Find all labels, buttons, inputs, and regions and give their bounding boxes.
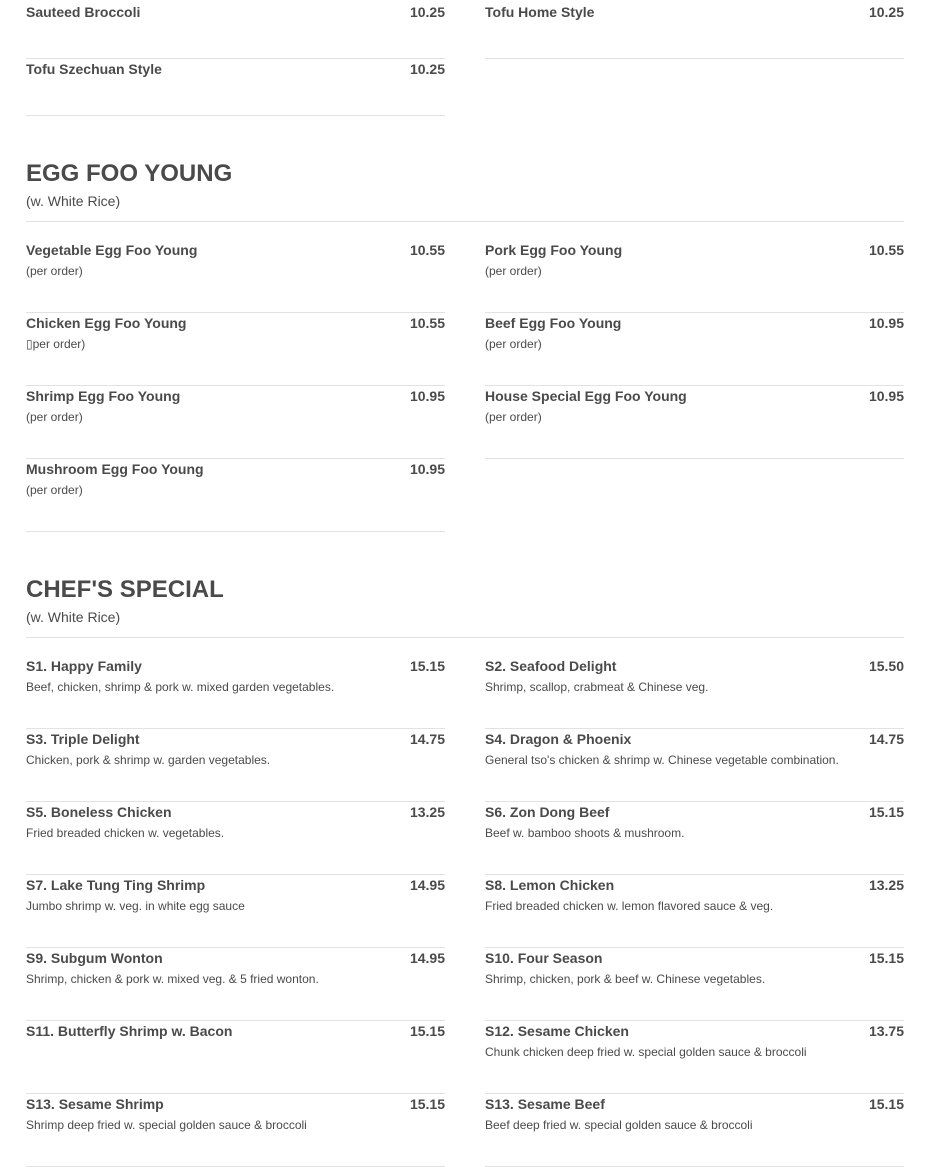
item-name: S13. Sesame Beef (485, 1096, 605, 1112)
menu-item[interactable] (485, 386, 904, 459)
section-subtitle: (w. White Rice) (26, 609, 121, 625)
item-price: 10.95 (868, 315, 904, 331)
item-description: Fried breaded chicken w. vegetables. (26, 826, 225, 840)
item-price: 14.95 (409, 950, 445, 966)
item-name: S13. Sesame Shrimp (26, 1096, 164, 1112)
item-description: Fried breaded chicken w. lemon flavored sauce & veg. (485, 899, 774, 913)
item-description: Beef, chicken, shrimp & pork w. mixed garden vegetables. (26, 680, 335, 694)
menu-item[interactable] (485, 656, 904, 729)
item-description: Chicken, pork & shrimp w. garden vegetables. (26, 753, 271, 767)
item-name: S12. Sesame Chicken (485, 1023, 629, 1039)
item-price: 10.25 (409, 61, 445, 77)
item-name: S9. Subgum Wonton (26, 950, 163, 966)
item-description: (per order) (485, 410, 542, 424)
item-description: General tso's chicken & shrimp w. Chinese vegetable combination. (485, 753, 839, 767)
item-price: 15.50 (868, 658, 904, 674)
item-name: Tofu Szechuan Style (26, 61, 162, 77)
menu-item[interactable] (485, 875, 904, 948)
item-description: (per order) (485, 264, 542, 278)
item-price: 14.75 (409, 731, 445, 747)
item-description: ▯per order) (26, 337, 86, 351)
item-description: (per order) (26, 264, 83, 278)
item-price: 10.95 (409, 461, 445, 477)
menu-item[interactable] (26, 2, 445, 59)
menu-item[interactable] (485, 1021, 904, 1094)
menu-item[interactable] (26, 386, 445, 459)
item-description: (per order) (26, 410, 83, 424)
item-description: Shrimp deep fried w. special golden sauce & broccoli (26, 1118, 307, 1132)
section-subtitle: (w. White Rice) (26, 193, 121, 209)
item-name: S3. Triple Delight (26, 731, 140, 747)
menu-item[interactable] (485, 948, 904, 1021)
item-price: 10.95 (868, 388, 904, 404)
egg-foo-young-grid (26, 240, 904, 532)
item-description: Jumbo shrimp w. veg. in white egg sauce (26, 899, 245, 913)
item-name: S1. Happy Family (26, 658, 142, 674)
item-name: Pork Egg Foo Young (485, 242, 623, 258)
item-name: S7. Lake Tung Ting Shrimp (26, 877, 206, 893)
item-price: 10.95 (409, 388, 445, 404)
item-name: Shrimp Egg Foo Young (26, 388, 181, 404)
chefs-special-grid (26, 656, 904, 1167)
item-price: 14.75 (868, 731, 904, 747)
item-description: Beef w. bamboo shoots & mushroom. (485, 826, 685, 840)
menu-item[interactable] (26, 948, 445, 1021)
item-price: 14.95 (409, 877, 445, 893)
item-name: S8. Lemon Chicken (485, 877, 615, 893)
item-price: 10.55 (409, 242, 445, 258)
item-name: S10. Four Season (485, 950, 603, 966)
menu-item[interactable] (485, 729, 904, 802)
menu-item[interactable] (26, 313, 445, 386)
menu-item[interactable] (26, 729, 445, 802)
menu-item[interactable] (26, 802, 445, 875)
menu-item[interactable] (485, 313, 904, 386)
item-price: 13.25 (409, 804, 445, 820)
item-description: Shrimp, chicken, pork & beef w. Chinese vegetables. (485, 972, 766, 986)
item-price: 13.25 (868, 877, 904, 893)
item-price: 10.25 (868, 4, 904, 20)
item-price: 10.55 (409, 315, 445, 331)
item-price: 15.15 (868, 804, 904, 820)
item-price: 15.15 (409, 1096, 445, 1112)
menu-item[interactable] (26, 240, 445, 313)
item-description: (per order) (26, 483, 83, 497)
item-name: Chicken Egg Foo Young (26, 315, 187, 331)
menu-item[interactable] (485, 802, 904, 875)
item-price: 15.15 (409, 1023, 445, 1039)
item-name: S6. Zon Dong Beef (485, 804, 610, 820)
item-name: Sauteed Broccoli (26, 4, 141, 20)
menu-item[interactable] (26, 459, 445, 532)
item-price: 10.25 (409, 4, 445, 20)
menu-item[interactable] (485, 2, 904, 59)
section-divider (26, 221, 904, 222)
menu-item[interactable] (485, 1094, 904, 1167)
item-name: House Special Egg Foo Young (485, 388, 687, 404)
menu-item[interactable] (26, 656, 445, 729)
item-description: Shrimp, scallop, crabmeat & Chinese veg. (485, 680, 709, 694)
item-description: (per order) (485, 337, 542, 351)
menu-item[interactable] (26, 1021, 445, 1094)
item-name: Vegetable Egg Foo Young (26, 242, 198, 258)
menu-item[interactable] (26, 1094, 445, 1167)
section-title-chefs-special: CHEF'S SPECIAL (26, 576, 224, 603)
menu-item[interactable] (485, 240, 904, 313)
item-name: S11. Butterfly Shrimp w. Bacon (26, 1023, 233, 1039)
item-price: 15.15 (409, 658, 445, 674)
item-name: Beef Egg Foo Young (485, 315, 622, 331)
item-description: Chunk chicken deep fried w. special golden sauce & broccoli (485, 1045, 807, 1059)
menu-item[interactable] (26, 59, 445, 116)
top-items-grid (26, 2, 904, 116)
item-price: 15.15 (868, 1096, 904, 1112)
item-price: 10.55 (868, 242, 904, 258)
item-description: Shrimp, chicken & pork w. mixed veg. & 5 fried wonton. (26, 972, 319, 986)
section-divider (26, 637, 904, 638)
item-name: S2. Seafood Delight (485, 658, 617, 674)
section-title-egg-foo-young: EGG FOO YOUNG (26, 160, 233, 187)
item-price: 13.75 (868, 1023, 904, 1039)
item-description: Beef deep fried w. special golden sauce & broccoli (485, 1118, 753, 1132)
menu-item[interactable] (26, 875, 445, 948)
item-price: 15.15 (868, 950, 904, 966)
item-name: Tofu Home Style (485, 4, 595, 20)
item-name: S5. Boneless Chicken (26, 804, 172, 820)
item-name: Mushroom Egg Foo Young (26, 461, 204, 477)
item-name: S4. Dragon & Phoenix (485, 731, 632, 747)
